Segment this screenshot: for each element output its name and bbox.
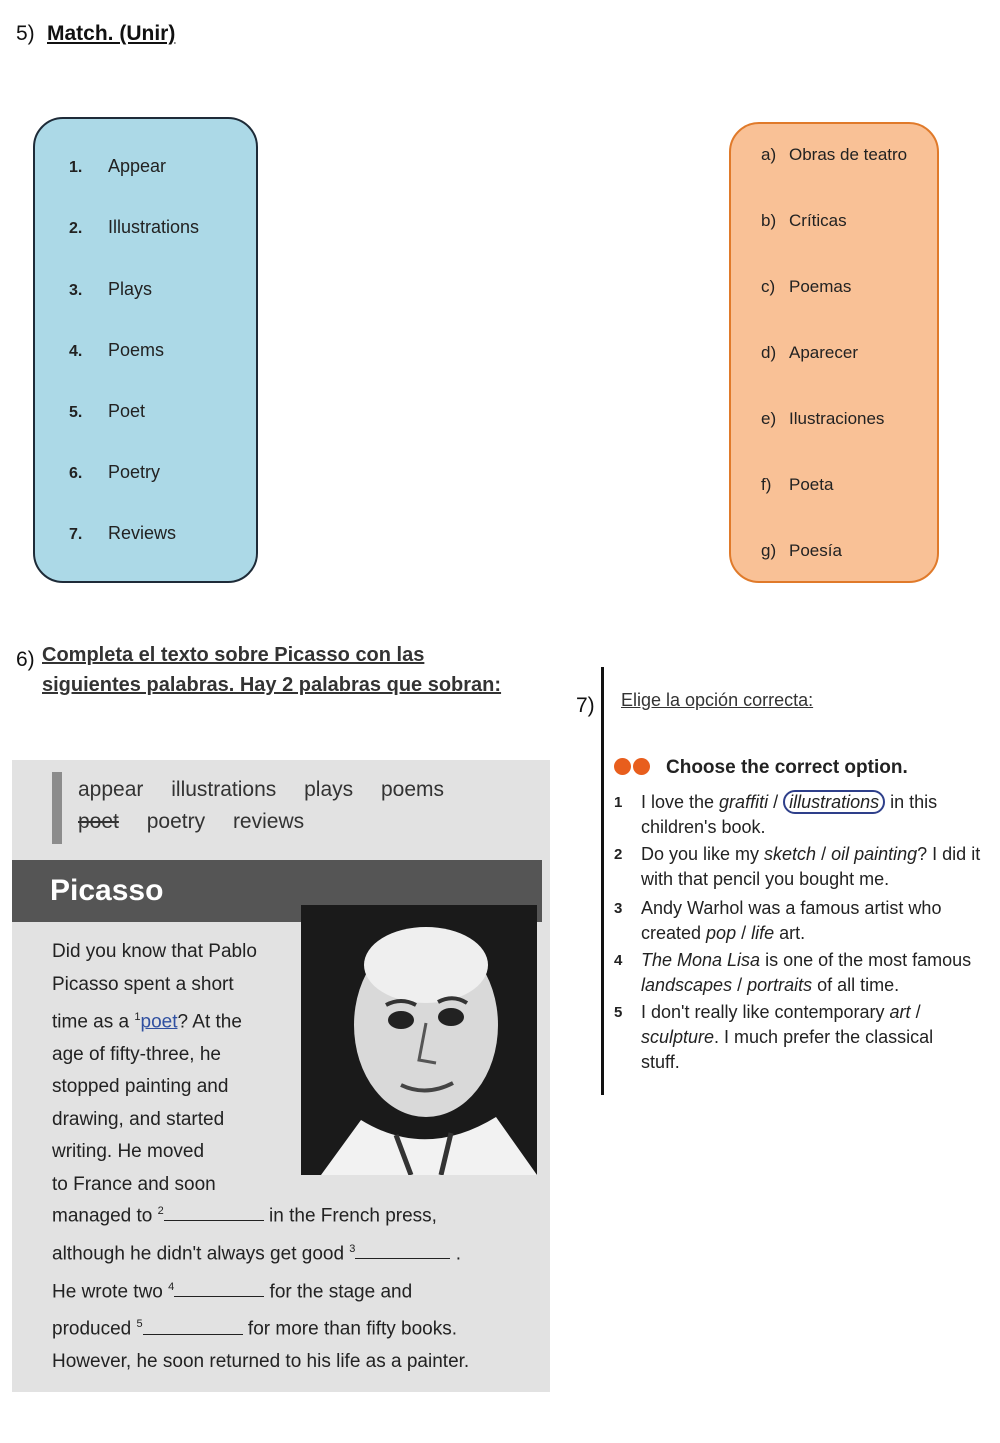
story-text-bottom: managed to $^2$ in the French press, although he didn't always get good $^3$ . He wrote two $^4$ for the stage and produced $^5$ for more than fifty books. However, he soon returned to his life as a painter. xyxy=(52,1205,470,1373)
option-selected[interactable]: illustrations xyxy=(783,790,885,814)
list-item[interactable]: b) Críticas xyxy=(761,211,847,230)
word-bank-item: illustrations xyxy=(171,778,277,801)
word-bank xyxy=(78,774,528,838)
option[interactable]: life xyxy=(751,923,775,943)
option[interactable]: sketch xyxy=(764,844,817,864)
level-dots-icon xyxy=(614,758,652,780)
picasso-panel xyxy=(12,760,550,1392)
portrait-image xyxy=(301,905,537,1175)
story-text-top: Did you know that Pablo Picasso spent a short time as a $^1$poet? At the age of fifty-three, he stopped painting and drawing, and started writing. He moved to France and soon xyxy=(52,941,257,1195)
list-item[interactable]: g) Poesía xyxy=(761,541,842,560)
spanish-words-box xyxy=(729,122,939,583)
exercise-item-5: 5 I don't really like contemporary art / sculpture. I much prefer the classical stuff. xyxy=(614,1002,934,1072)
option[interactable]: graffiti xyxy=(719,792,769,812)
section-6-title: Completa el texto sobre Picasso con las siguientes palabras. Hay 2 palabras que sobran: xyxy=(42,644,502,696)
panel-title: Picasso xyxy=(50,874,164,907)
section-7-title: Elige la opción correcta: xyxy=(621,690,814,710)
list-item[interactable]: d) Aparecer xyxy=(761,343,858,362)
list-item[interactable]: e) Ilustraciones xyxy=(761,409,885,428)
list-item[interactable]: 3. Plays xyxy=(69,279,153,299)
list-item[interactable]: 1. Appear xyxy=(69,156,167,176)
word-bank-item: poems xyxy=(381,778,445,801)
option[interactable]: portraits xyxy=(747,975,813,995)
list-item[interactable]: 7. Reviews xyxy=(69,523,177,543)
option[interactable]: sculpture xyxy=(641,1027,715,1047)
list-item[interactable]: 5. Poet xyxy=(69,401,146,421)
list-item[interactable]: 6. Poetry xyxy=(69,462,161,482)
option[interactable]: oil painting xyxy=(831,844,918,864)
blank-5[interactable] xyxy=(143,1317,243,1335)
exercise-item-4: 4 The Mona Lisa is one of the most famous landscapes / portraits of all time. xyxy=(614,950,972,995)
section-5-title: Match. (Unir) xyxy=(47,22,176,45)
section-7-number: 7) xyxy=(576,694,595,717)
blank-2[interactable] xyxy=(164,1203,264,1221)
exercise-item-3: 3 Andy Warhol was a famous artist who created pop / life art. xyxy=(614,898,942,943)
option[interactable]: art xyxy=(889,1002,911,1022)
english-words-box xyxy=(33,117,258,583)
list-item[interactable]: a) Obras de teatro xyxy=(761,145,908,164)
exercise-heading: Choose the correct option. xyxy=(666,757,908,778)
list-item[interactable]: f) Poeta xyxy=(761,475,834,494)
blank-3[interactable] xyxy=(355,1241,450,1259)
blank-4[interactable] xyxy=(174,1279,264,1297)
option[interactable]: landscapes xyxy=(641,975,733,995)
vertical-divider xyxy=(601,667,604,1095)
section-5-number: 5) xyxy=(16,22,35,45)
word-bank-item-crossed: poet xyxy=(78,810,119,833)
word-bank-item: poetry xyxy=(146,810,206,833)
word-bank-item: plays xyxy=(304,778,354,801)
exercise-item-1: 1 I love the graffiti / illustrations in this children's book. xyxy=(614,792,938,837)
list-item[interactable]: 4. Poems xyxy=(69,340,165,360)
option[interactable]: pop xyxy=(706,923,737,943)
section-6-number: 6) xyxy=(16,648,35,671)
filled-answer: poet xyxy=(140,1011,178,1033)
word-bank-item: appear xyxy=(78,778,144,801)
list-item[interactable]: 2. Illustrations xyxy=(69,217,200,237)
word-bank-item: reviews xyxy=(232,810,305,833)
word-bank-bar xyxy=(52,772,62,844)
picasso-photo xyxy=(301,905,537,1175)
exercise-item-2: 2 Do you like my sketch / oil painting? I did it with that pencil you bought me. xyxy=(614,844,981,889)
list-item[interactable]: c) Poemas xyxy=(761,277,852,296)
